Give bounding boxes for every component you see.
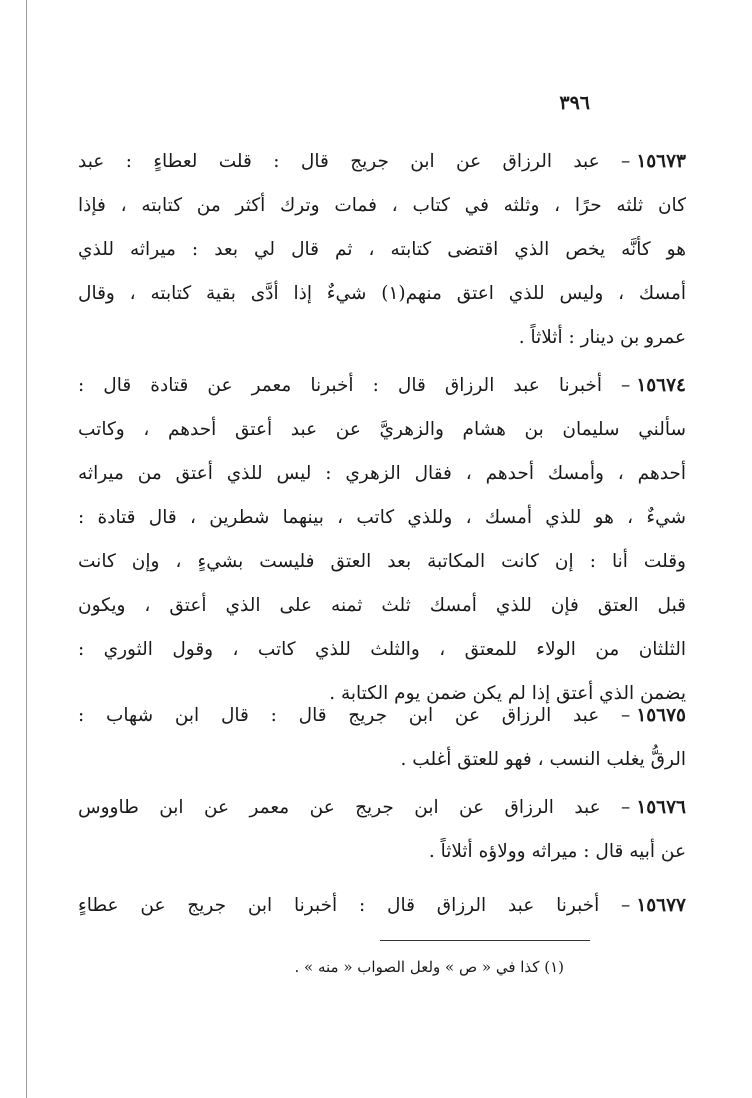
entry-number: ١٥٦٧٣ bbox=[636, 151, 686, 172]
text-line: الرقُّ يغلب النسب ، فهو للعتق أغلب . bbox=[400, 749, 686, 770]
line-text: – أخبرنا عبد الرزاق قال : أخبرنا معمر عن قتادة قال : bbox=[78, 375, 631, 396]
text-line: الثلثان من الولاء للمعتق ، والثلث للذي كاتب ، وقول الثوري : bbox=[78, 639, 686, 660]
text-line: عمرو بن دينار : أثلاثاً . bbox=[518, 327, 686, 348]
text-line bbox=[78, 786, 686, 830]
page-edge-rule bbox=[26, 0, 27, 1098]
line-text: – عبد الرزاق عن ابن جريج قال : قلت لعطاءٍ : عبد bbox=[78, 151, 631, 172]
text-line: سألني سليمان بن هشام والزهريَّ عن عبد أعتق أحدهم ، وكاتب bbox=[78, 419, 686, 440]
footnote: (١) كذا في « ص » ولعل الصواب « منه » . bbox=[294, 958, 564, 976]
line-text: – أخبرنا عبد الرزاق قال : أخبرنا ابن جريج عن عطاءٍ bbox=[78, 895, 631, 916]
entry-15673 bbox=[78, 140, 686, 360]
entry-number: ١٥٦٧٧ bbox=[636, 895, 686, 916]
text-line: أمسك ، وليس للذي اعتق منهم(١) شيءٌ إذا أدَّى بقية كتابته ، وقال bbox=[78, 283, 686, 304]
text-line: وقلت أنا : إن كانت المكاتبة بعد العتق فليست بشيءٍ ، وإن كانت bbox=[78, 551, 686, 572]
entry-number: ١٥٦٧٥ bbox=[636, 705, 686, 726]
entry-15674 bbox=[78, 364, 686, 716]
entry-15676 bbox=[78, 786, 686, 874]
footnote-rule bbox=[380, 940, 590, 941]
text-line: عن أبيه قال : ميراثه وولاؤه أثلاثاً . bbox=[428, 841, 686, 862]
page-number: ٣٩٦ bbox=[559, 92, 590, 114]
text-line: هو كأنَّه يخص الذي اقتضى كتابته ، ثم قال لي بعد : ميراثه للذي bbox=[78, 239, 686, 260]
entry-15675 bbox=[78, 694, 686, 782]
text-line: يضمن الذي أعتق إذا لم يكن ضمن يوم الكتابة . bbox=[329, 683, 686, 704]
entry-15677 bbox=[78, 884, 686, 928]
text-line bbox=[78, 140, 686, 184]
text-line: أحدهم ، وأمسك أحدهم ، فقال الزهري : ليس للذي أعتق من ميراثه bbox=[78, 463, 686, 484]
text-line bbox=[78, 364, 686, 408]
line-text: – عبد الرزاق عن ابن جريج قال : قال ابن شهاب : bbox=[78, 705, 631, 726]
text-line: كان ثلثه حرًا ، وثلثه في كتاب ، فمات وترك أكثر من كتابته ، فإذا bbox=[78, 195, 686, 216]
entry-number: ١٥٦٧٤ bbox=[636, 375, 686, 396]
text-line bbox=[78, 694, 686, 738]
line-text: – عبد الرزاق عن ابن جريج عن معمر عن ابن طاووس bbox=[78, 797, 631, 818]
text-line: قبل العتق فإن للذي أمسك ثلث ثمنه على الذي أعتق ، ويكون bbox=[78, 595, 686, 616]
text-line: شيءٌ ، هو للذي أمسك ، وللذي كاتب ، بينهما شطرين ، قال قتادة : bbox=[78, 507, 686, 528]
text-line bbox=[78, 884, 686, 928]
entry-number: ١٥٦٧٦ bbox=[636, 797, 686, 818]
